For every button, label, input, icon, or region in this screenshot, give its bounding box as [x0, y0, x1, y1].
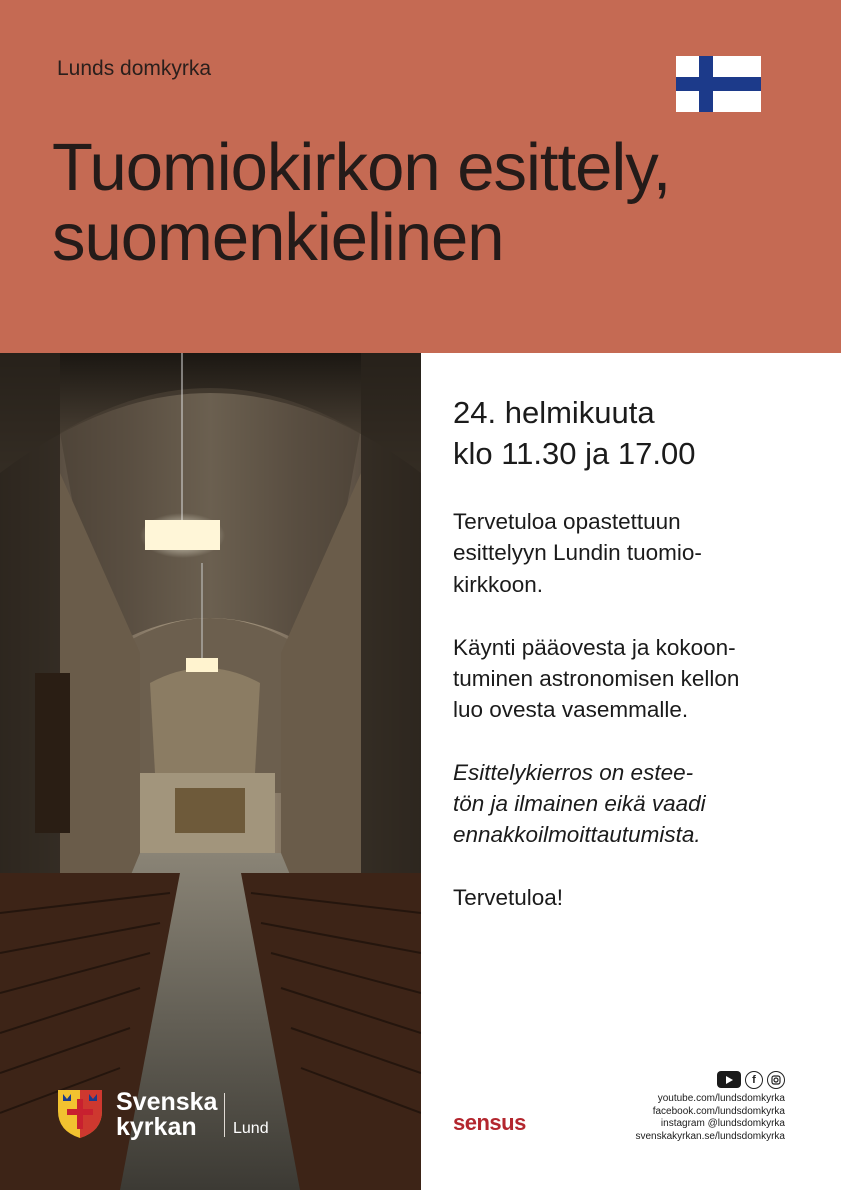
page-title	[52, 130, 812, 275]
facebook-icon[interactable]: f	[745, 1071, 763, 1089]
organization-name: Lunds domkyrka	[57, 57, 212, 80]
social-links	[635, 1093, 785, 1143]
paragraph-line: tön ja ilmainen eikä vaadi	[453, 790, 706, 816]
event-details	[453, 392, 823, 945]
facebook-link[interactable]: facebook.com/lundsdomkyrka	[652, 1105, 785, 1117]
youtube-icon[interactable]	[717, 1071, 741, 1088]
instagram-link[interactable]: instagram @lundsdomkyrka	[660, 1118, 785, 1129]
website-link[interactable]: svenskakyrkan.se/lundsdomkyrka	[635, 1130, 785, 1142]
title-line: suomenkielinen	[52, 199, 504, 275]
event-time: klo 11.30 ja 17.00	[453, 436, 696, 472]
instagram-icon[interactable]	[767, 1071, 785, 1089]
closing-text: Tervetuloa!	[453, 884, 564, 910]
youtube-link[interactable]: youtube.com/lundsdomkyrka	[657, 1093, 785, 1104]
cathedral-interior-photo	[0, 353, 421, 1190]
sensus-logo: sensus	[453, 1110, 526, 1135]
svenska-kyrkan-logo	[116, 1090, 217, 1140]
paragraph-line: tuminen astronomisen kellon	[453, 665, 740, 691]
paragraph-line: kirkkoon.	[453, 571, 544, 597]
svenska-kyrkan-shield-icon	[57, 1089, 103, 1144]
logo-divider	[224, 1093, 225, 1137]
paragraph-line: esittelyyn Lundin tuomio-	[453, 540, 702, 566]
title-line: Tuomiokirkon esittely,	[52, 130, 671, 205]
event-datetime	[453, 392, 823, 474]
paragraph-line: Käynti pääovesta ja kokoon-	[453, 634, 736, 660]
header-banner	[0, 0, 841, 353]
paragraph-line: ennakkoilmoittautumista.	[453, 821, 701, 847]
paragraph-line: luo ovesta vasemmalle.	[453, 696, 689, 722]
logo-line: kyrkan	[116, 1113, 197, 1141]
paragraph-line: Esittelykierros on estee-	[453, 759, 694, 785]
logo-line: Svenska	[116, 1088, 218, 1116]
event-date: 24. helmikuuta	[453, 395, 655, 430]
welcome-paragraph	[453, 506, 823, 599]
paragraph-line: Tervetuloa opastettuun	[453, 509, 681, 535]
social-icons	[717, 1071, 785, 1089]
logo-location: Lund	[233, 1120, 269, 1137]
finland-flag-icon	[676, 56, 761, 112]
accessibility-paragraph	[453, 757, 823, 850]
directions-paragraph	[453, 632, 823, 725]
